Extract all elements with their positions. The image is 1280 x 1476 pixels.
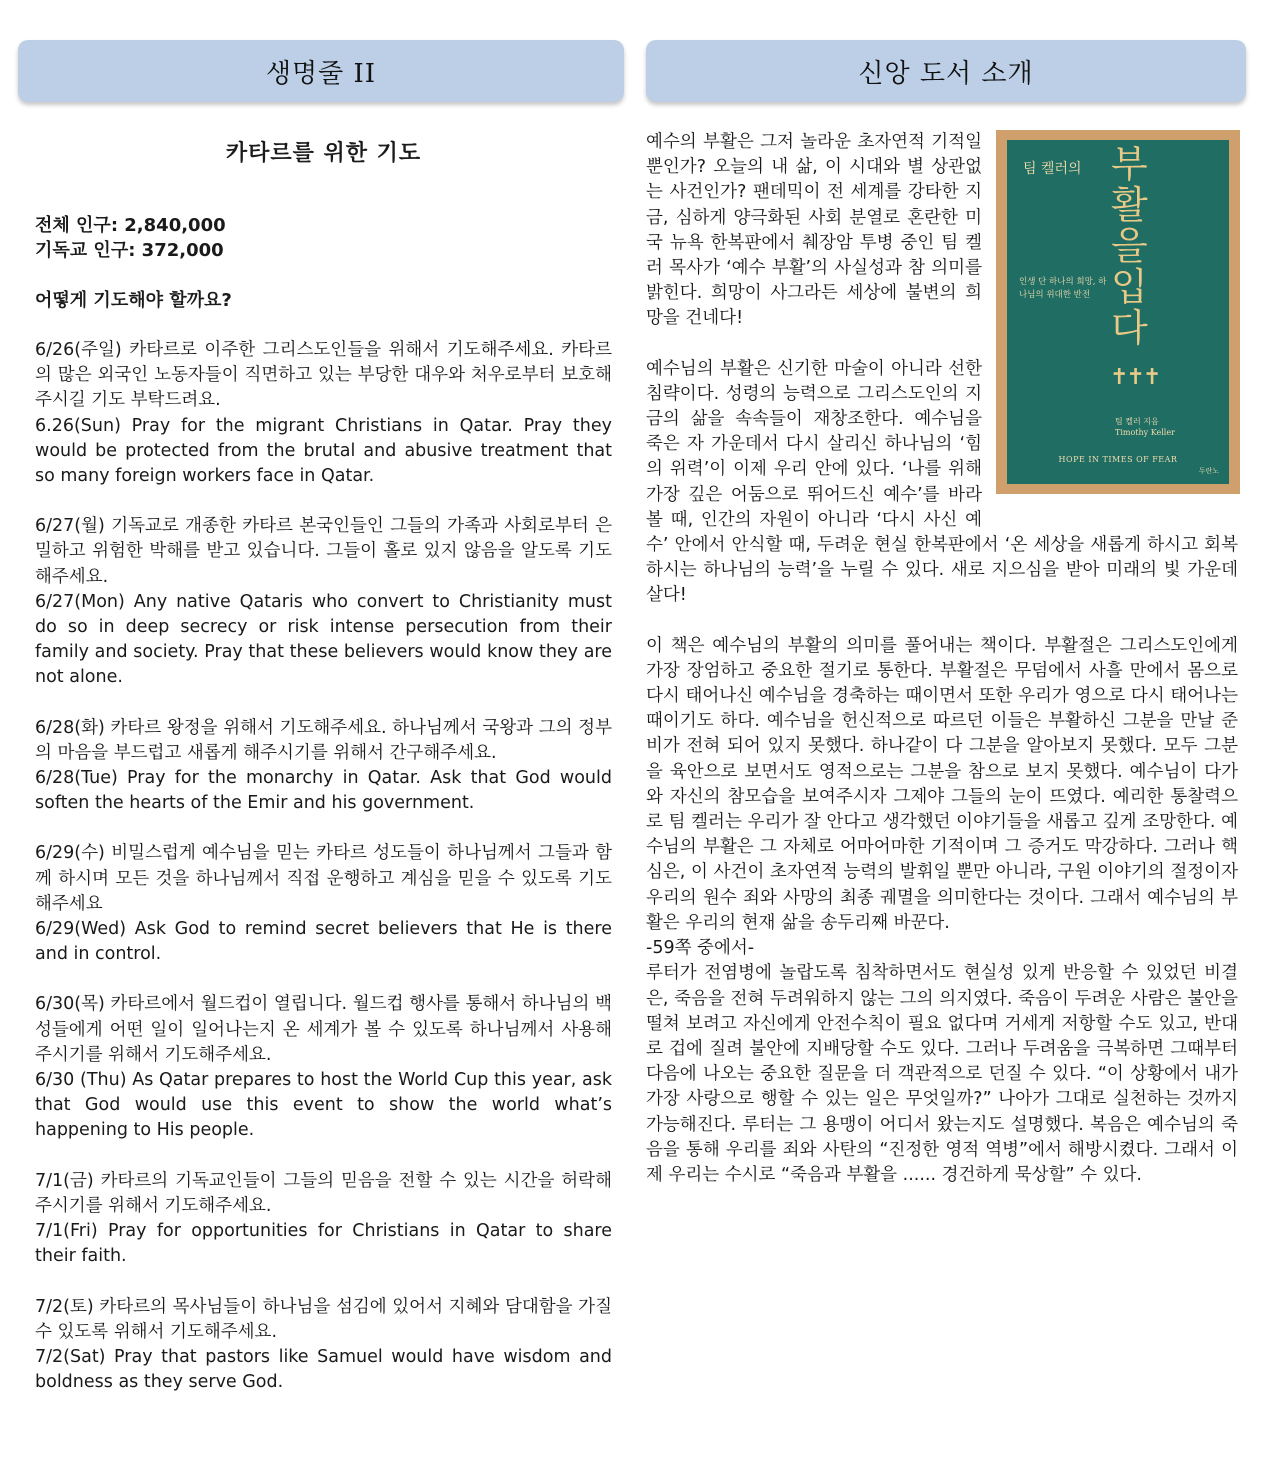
prayer-entry	[35, 992, 612, 1143]
prayer-entry-korean: 6/29(수) 비밀스럽게 예수님을 믿는 카타르 성도들이 하나님께서 그들과 함께 하시며 모든 것을 하나님께서 직접 운행하고 계심을 믿을 수 있도록 기도해주세요	[35, 843, 612, 914]
book-cover-credit	[1115, 416, 1175, 438]
book-cover	[1007, 140, 1229, 484]
prayer-entry-english: 6/27(Mon) Any native Qataris who convert to Christianity must do so in deep secrecy or risk intense persecution from their family and society. Pray that these believers would know they are not alone.	[35, 591, 612, 688]
book-cover-publisher: 두란노	[1198, 467, 1219, 475]
total-population: 전체 인구: 2,840,000	[35, 215, 226, 236]
prayer-entry	[35, 514, 612, 690]
left-column	[18, 0, 624, 1420]
book-cover-credit-en: Timothy Keller	[1115, 428, 1175, 437]
prayer-title: 카타르를 위한 기도	[225, 141, 422, 166]
prayer-entry-english: 6/30 (Thu) As Qatar prepares to host the World Cup this year, ask that God would use this event to show the world what’s happening to His people.	[35, 1070, 612, 1141]
prayer-entry	[35, 1169, 612, 1270]
how-to-pray-heading: 어떻게 기도해야 할까요?	[35, 290, 232, 311]
prayer-entry-english: 6/28(Tue) Pray for the monarchy in Qatar. Ask that God would soften the hearts of the Emir and his government.	[35, 768, 612, 814]
right-column	[646, 0, 1246, 1188]
prayer-entry-korean: 6/26(주일) 카타르로 이주한 그리스도인들을 위해서 기도해주세요. 카타르의 많은 외국인 노동자들이 직면하고 있는 부당한 대우와 처우로부터 보호해주시길 기도 부탁드려요.	[35, 340, 612, 411]
excerpt-text: 루터가 전염병에 놀랍도록 침착하면서도 현실성 있게 반응할 수 있었던 비결은, 죽음을 전혀 두려워하지 않는 그의 의지였다. 죽음이 두려운 사람은 불안을 떨쳐 보려고 자신에게 안전수칙이 필요 없다며 거세게 저항할 수도 있고, 반대로 겁에 질려 불안에 지배당할 수도 있다. 그러나 두려움을 극복하면 그때부터 다음에 나오는 중요한 질문을 더 객관적으로 던질 수 있다. “이 상황에서 내가 가장 사랑으로 행할 수 있는 일은 무엇일까?” 나아가 그대로 실천하는 것까지 가능해진다. 루터는 그 용맹이 어디서 왔는지도 설명했다. 복음은 예수님의 죽음을 통해 우리를 죄와 사탄의 “진정한 영적 역병”에서 해방시켰다. 그래서 이제 우리는 수시로 “죽음과 부활을 ...... 경건하게 묵상할” 수 있다.	[646, 963, 1238, 1185]
book-cover-credit-ko: 팀 켈러 지음	[1115, 417, 1159, 426]
prayer-entry-korean: 7/2(토) 카타르의 목사님들이 하나님을 섬김에 있어서 지혜와 담대함을 가질 수 있도록 위해서 기도해주세요.	[35, 1296, 612, 1342]
prayer-entry-korean: 6/28(화) 카타르 왕정을 위해서 기도해주세요. 하나님께서 국왕과 그의 정부의 마음을 부드럽고 새롭게 해주시기를 위해서 간구해주세요.	[35, 717, 612, 763]
review-text: 이 책은 예수님의 부활의 의미를 풀어내는 책이다. 부활절은 그리스도인에게 가장 장엄하고 중요한 절기로 통한다. 부활절은 무덤에서 사흘 만에서 몸으로 다시 태어나신 예수님을 경축하는 때이면서 또한 우리가 영으로 다시 태어나는 때이기도 하다. 예수님을 헌신적으로 따르던 이들은 부활하신 그분을 만날 준비가 전혀 되어 있지 못했다. 하나같이 다 그분을 알아보지 못했다. 모두 그분을 육안으로 보면서도 영적으로는 그분을 참으로 보지 못했다. 예수님이 다가와 자신의 참모습을 보여주시자 그제야 그들의 눈이 뜨였다. 예리한 통찰력으로 팀 켈러는 우리가 잘 안다고 생각했던 이야기들을 새롭고 깊게 조망한다. 예수님의 부활은 그 자체로 어마어마한 기적이며 그 증거도 막강하다. 그러나 핵심은, 이 사건이 초자연적 능력의 발휘일 뿐만 아니라, 구원 이야기의 절정이자 우리의 원수 죄와 사망의 최종 궤멸을 의미한다는 것이다. 그래서 예수님의 부활은 우리의 현재 삶을 송두리째 바꾼다.	[646, 635, 1238, 933]
review-paragraph	[646, 634, 1238, 936]
excerpt-label: -59쪽 중에서-	[646, 938, 755, 959]
prayer-entry-korean: 7/1(금) 카타르의 기독교인들이 그들의 믿음을 전할 수 있는 시간을 허락해 주시기를 위해서 기도해주세요.	[35, 1170, 612, 1216]
prayer-section	[18, 136, 624, 1395]
prayer-entry-korean: 6/27(월) 기독교로 개종한 카타르 본국인들인 그들의 가족과 사회로부터 은밀하고 위험한 박해를 받고 있습니다. 그들이 홀로 있지 않음을 알도록 기도해주세요.	[35, 516, 612, 587]
book-cover-english-title: HOPE IN TIMES OF FEAR	[1058, 455, 1178, 464]
right-header-title: 신앙 도서 소개	[858, 58, 1034, 89]
prayer-entry	[35, 841, 612, 967]
review-text: 예수의 부활은 그저 놀라운 초자연적 기적일 뿐인가? 오늘의 내 삶, 이 시대와 별 상관없는 사건인가? 팬데믹이 전 세계를 강타한 지금, 심하게 양극화된 사회 분열로 혼란한 미국 뉴욕 한복판에서 췌장암 투병 중인 팀 켈러 목사가 ‘예수 부활’의 사실성과 참 의미를 밝힌다. 희망이 사그라든 세상에 불변의 희망을 건네다!	[646, 132, 982, 329]
right-header	[646, 40, 1246, 102]
review-text: 예수님의 부활은 신기한 마술이 아니라 선한 침략이다. 성령의 능력으로 그리스도인의 지금의 삶을 속속들이 재창조한다. 예수님을 죽은 자 가운데서 다시 살리신 하나님의 ‘힘의 위력’이 이제 우리 안에 있다. ‘나를 위해 가장 깊은 어둠으로 뛰어드신 예수’를 바라볼 때, 인간의 자원이 아니라 ‘다시 사신 예수’ 안에서 안식할 때, 두려운 현실 한복판에서 ‘온 세상을 새롭게 하시고 회복하시는 하나님의 능력’을 누릴 수 있다. 새로 지으심을 받아 미래의 빛 가운데 살다!	[646, 358, 1238, 606]
prayer-entry	[35, 716, 612, 817]
prayer-entry	[35, 1295, 612, 1396]
christian-population: 기독교 인구: 372,000	[35, 240, 224, 261]
prayer-entry-korean: 6/30(목) 카타르에서 월드컵이 열립니다. 월드컵 행사를 통해서 하나님의 백성들에게 어떤 일이 일어나는지 온 세계가 볼 수 있도록 하나님께서 사용해 주시기를 위해서 기도해주세요.	[35, 994, 612, 1065]
book-cover-subtitle: 인생 단 하나의 희망, 하나님의 위대한 반전	[1019, 277, 1107, 300]
three-crosses-icon: ✝✝✝	[1110, 365, 1160, 390]
book-review-section	[646, 130, 1246, 1188]
left-header	[18, 40, 624, 102]
left-header-title: 생명줄 II	[265, 58, 377, 89]
prayer-entry-english: 7/1(Fri) Pray for opportunities for Christians in Qatar to share their faith.	[35, 1221, 612, 1267]
prayer-entry-english: 7/2(Sat) Pray that pastors like Samuel would have wisdom and boldness as they serve God.	[35, 1346, 612, 1393]
book-cover-title: 부활을 입다	[1111, 142, 1148, 350]
prayer-entry-english: 6/29(Wed) Ask God to remind secret believers that He is there and in control.	[35, 919, 612, 965]
book-cover-image	[996, 130, 1240, 494]
prayer-entry-english: 6.26(Sun) Pray for the migrant Christians in Qatar. Pray they would be protected from the brutal and abusive treatment that so many foreign workers face in Qatar.	[35, 415, 612, 487]
prayer-entry	[35, 338, 612, 489]
book-cover-author: 팀 켈러의	[1023, 161, 1082, 177]
